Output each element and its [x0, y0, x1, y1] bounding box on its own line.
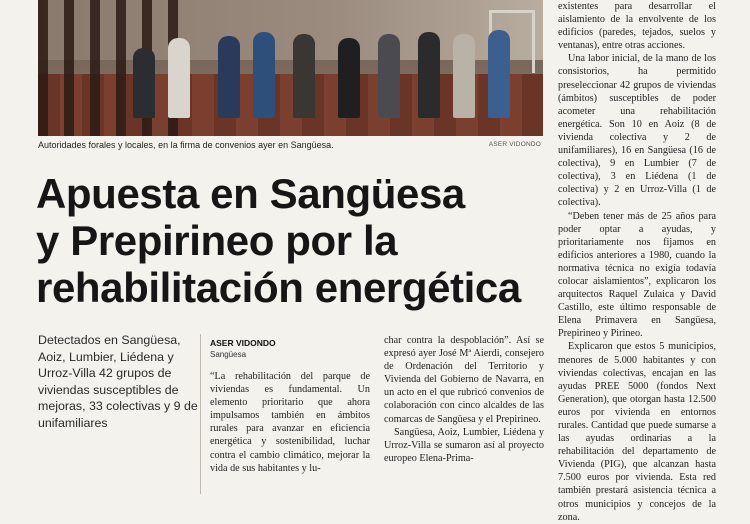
photo-person	[133, 48, 155, 118]
photo-person	[168, 38, 190, 118]
photo-person	[418, 32, 440, 118]
headline-line-3: rehabilitación energética	[36, 264, 521, 311]
photo-caption	[38, 140, 543, 150]
article-paragraph: Explicaron que estos 5 municipios, menores de 5.000 habitantes y con viviendas colectivas, encajan en las ayudas PREE 5000 (fondos Next Generation), que otorgan hasta 12.500 euros por vivienda en entornos rurales. Cantidad que puede sumarse a las ayudas ordinarias a la rehabilitación del departamento de Vivienda (PIG), que alcanzan hasta 7.500 euros por vivienda. Esta red también prestará asistencia técnica a otros municipios y concejos de la zona.	[558, 341, 716, 523]
headline-line-2: y Prepirineo por la	[36, 217, 398, 264]
article-paragraph: “Deben tener más de 25 años para poder optar a ayudas, y prioritariamente nos fijamos en edificios anteriores a 1980, cuando la normativa técnica no exigía todavía colocar aislamientos”, explicaron los arquitectos Raquel Zulaica y David Castillo, este último responsable de Elena Primavera en Sangüesa, Prepirineo y Pirineo.	[558, 210, 716, 340]
article-column-1	[210, 370, 370, 475]
headline	[36, 170, 551, 311]
photo-credit: ASER VIDONDO	[488, 141, 541, 148]
article-paragraph: “La rehabilitación del parque de viviendas es fundamental. Un elemento prioritario que ahora impulsamos también en ámbitos rurales para avanzar en eficiencia energética y sostenibilidad, luchar contra el cambio climático, mejorar la vida de sus habitantes y lu-	[210, 371, 370, 474]
byline-place: Sangüesa	[210, 350, 247, 359]
lead-summary: Detectados en Sangüesa, Aoiz, Lumbier, Liédena y Urroz-Villa 42 grupos de viviendas susceptibles de mejoras, 33 colectivas y 9 de unifamiliares	[38, 333, 198, 430]
photo-person	[293, 34, 315, 118]
article-paragraph: Sangüesa, Aoiz, Lumbier, Liédena y Urroz-Villa se sumaron así al proyecto europeo Elena-Prima-	[384, 426, 544, 464]
photo-person	[488, 30, 510, 118]
photo-person	[218, 36, 240, 118]
article-photo	[38, 0, 543, 136]
photo-person	[338, 38, 360, 118]
byline-author: ASER VIDONDO	[210, 338, 276, 348]
photo-person	[378, 34, 400, 118]
photo-person	[453, 34, 475, 118]
article-paragraph: char contra la despoblación”. Así se expresó ayer José Mª Aierdi, consejero de Ordenación del Territorio y Vivienda del Gobierno de Navarra, en un acto en el que rubricó convenios de colaboración con cinco alcaldes de las comarcas de Sangüesa y el Prepirineo.	[384, 335, 544, 425]
column-divider	[200, 334, 201, 494]
article-paragraph: existentes para desarrollar el aislamiento de la envolvente de los edificios (paredes, tejados, suelos y ventanas), entre otras acciones.	[558, 1, 716, 52]
photo-person	[253, 32, 275, 118]
article-column-2	[384, 334, 544, 465]
photo-caption-text: Autoridades forales y locales, en la firma de convenios ayer en Sangüesa.	[38, 140, 334, 150]
photo-railing	[38, 0, 178, 136]
article-paragraph: Una labor inicial, de la mano de los consistorios, ha permitido preseleccionar 42 grupos de viviendas (ámbitos) susceptibles de poder acometer una rehabilitación energética. Son 10 en Aoiz (8 de vivienda colectiva y 2 de unifamiliares), 16 en Sangüesa (16 de colectiva), 9 en Lumbier (7 de colectiva), 3 en Liédena (1 de colectiva) y 2 en Urroz-Villa (1 de colectiva).	[558, 53, 716, 209]
headline-line-1: Apuesta en Sangüesa	[36, 170, 465, 217]
article-column-3	[558, 0, 716, 524]
